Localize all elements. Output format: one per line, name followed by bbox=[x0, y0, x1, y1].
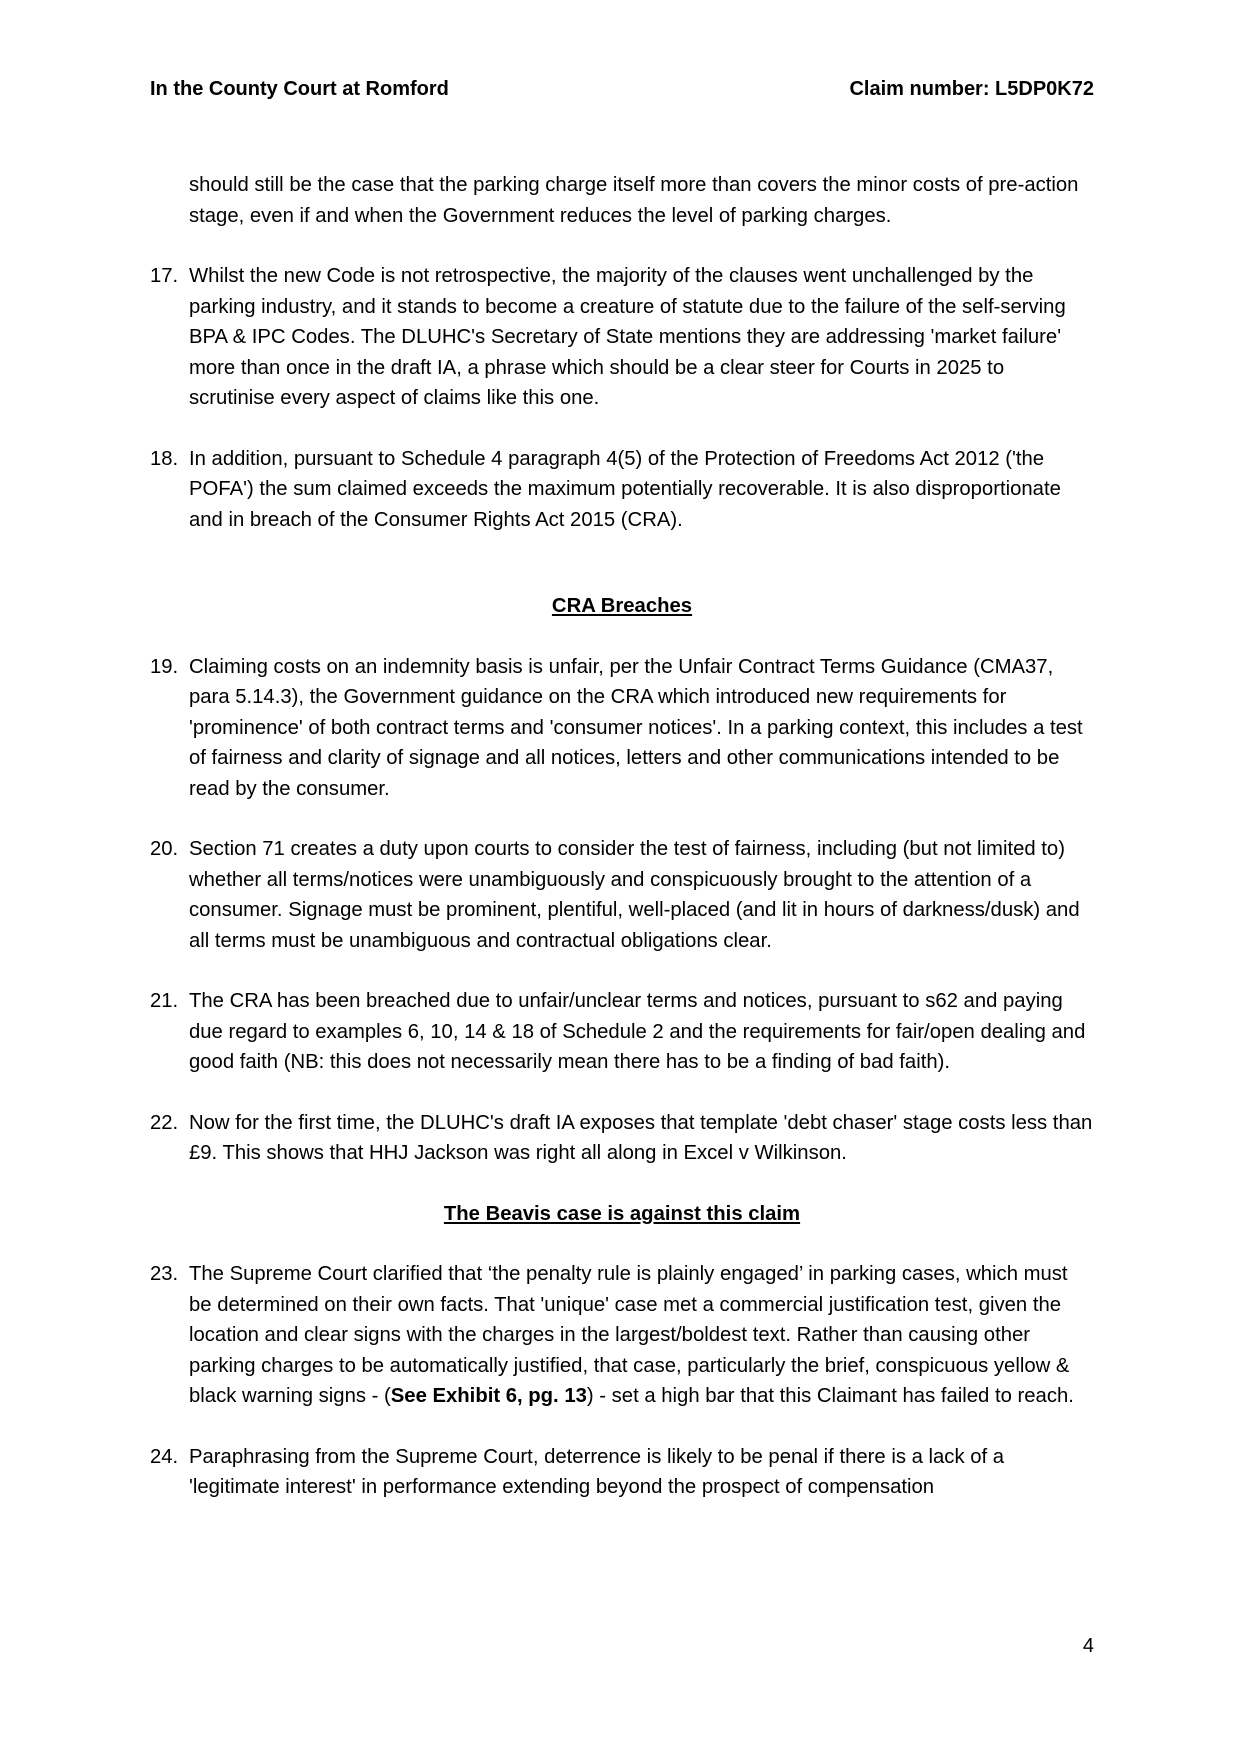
paragraph-text: Paraphrasing from the Supreme Court, deterrence is likely to be penal if there is a lack of a 'legitimate interest' in performance extending beyond the prospect of compensation bbox=[189, 1445, 1005, 1499]
paragraph-20 bbox=[150, 834, 1094, 956]
paragraph-text: Now for the first time, the DLUHC's draft IA exposes that template 'debt chaser' stage costs less than £9. This shows that HHJ Jackson was right all along in Excel v Wilkinson. bbox=[189, 1111, 1093, 1165]
section-heading-beavis-case: The Beavis case is against this claim bbox=[443, 1202, 801, 1225]
paragraph-text: Section 71 creates a duty upon courts to consider the test of fairness, including (but not limited to) whether all terms/notices were unambiguously and conspicuously brought to the attention of a consumer. Signage must be prominent, plentiful, well-placed (and lit in hours of darkness/dusk) and all terms must be unambiguous and contractual obligations clear. bbox=[189, 838, 1080, 952]
court-name: In the County Court at Romford bbox=[150, 78, 449, 100]
section-heading-cra-breaches: CRA Breaches bbox=[551, 595, 693, 618]
document-body bbox=[150, 150, 1094, 1503]
continuation-text: should still be the case that the parking charge itself more than covers the minor costs of pre-action stage, even if and when the Government reduces the level of parking charges. bbox=[189, 174, 1079, 227]
paragraph-text-part: ) - set a high bar that this Claimant has failed to reach. bbox=[586, 1385, 1074, 1408]
paragraph-text: Claiming costs on an indemnity basis is unfair, per the Unfair Contract Terms Guidance (CMA37, para 5.14.3), the Government guidance on the CRA which introduced new requirements for 'prominence' of both contract terms and 'consumer notices'. In a parking context, this includes a test of fairness and clarity of signage and all notices, letters and other communications intended to be read by the consumer. bbox=[189, 655, 1083, 800]
page-header bbox=[150, 76, 1094, 102]
paragraph-22 bbox=[150, 1108, 1094, 1169]
paragraph-number: 23. bbox=[150, 1263, 179, 1286]
paragraph-text-part: The Supreme Court clarified that ‘the penalty rule is plainly engaged’ in parking cases, which must be determined on their own facts. That 'unique' case met a commercial justification test, given the location and clear signs with the charges in the largest/boldest text. Rather than causing other parking charges to be automatically justified, that case, particularly the brief, conspicuous yellow & black warning signs - ( bbox=[189, 1263, 1070, 1408]
paragraph-text: Whilst the new Code is not retrospective, the majority of the clauses went unchallenged by the parking industry, and it stands to become a creature of statute due to the failure of the self-serving BPA & IPC Codes. The DLUHC's Secretary of State mentions they are addressing 'market failure' more than once in the draft IA, a phrase which should be a clear steer for Courts in 2025 to scrutinise every aspect of claims like this one. bbox=[189, 265, 1066, 410]
paragraph-text bbox=[189, 1259, 1094, 1412]
paragraph-19 bbox=[150, 652, 1094, 805]
paragraph-number: 18. bbox=[150, 447, 179, 470]
claim-number: Claim number: L5DP0K72 bbox=[849, 78, 1094, 100]
paragraph-number: 17. bbox=[150, 265, 179, 288]
paragraph-21 bbox=[150, 986, 1094, 1078]
paragraph-text: In addition, pursuant to Schedule 4 paragraph 4(5) of the Protection of Freedoms Act 2012 ('the POFA') the sum claimed exceeds the maximum potentially recoverable. It is also disproportionate and in breach of the Consumer Rights Act 2015 (CRA). bbox=[189, 447, 1061, 531]
paragraph-18 bbox=[150, 444, 1094, 536]
paragraph-number: 19. bbox=[150, 655, 179, 678]
paragraph-17 bbox=[150, 261, 1094, 414]
page-number: 4 bbox=[1082, 1635, 1094, 1657]
exhibit-reference: See Exhibit 6, pg. 13 bbox=[390, 1385, 587, 1408]
paragraph-number: 24. bbox=[150, 1445, 179, 1468]
paragraph-text: The CRA has been breached due to unfair/unclear terms and notices, pursuant to s62 and paying due regard to examples 6, 10, 14 & 18 of Schedule 2 and the requirements for fair/open dealing and good faith (NB: this does not necessarily mean there has to be a finding of bad faith). bbox=[189, 990, 1086, 1074]
paragraph-23 bbox=[150, 1259, 1094, 1412]
paragraph-24 bbox=[150, 1442, 1094, 1503]
paragraph-number: 21. bbox=[150, 990, 179, 1013]
paragraph-number: 20. bbox=[150, 838, 179, 861]
paragraph-number: 22. bbox=[150, 1111, 179, 1134]
